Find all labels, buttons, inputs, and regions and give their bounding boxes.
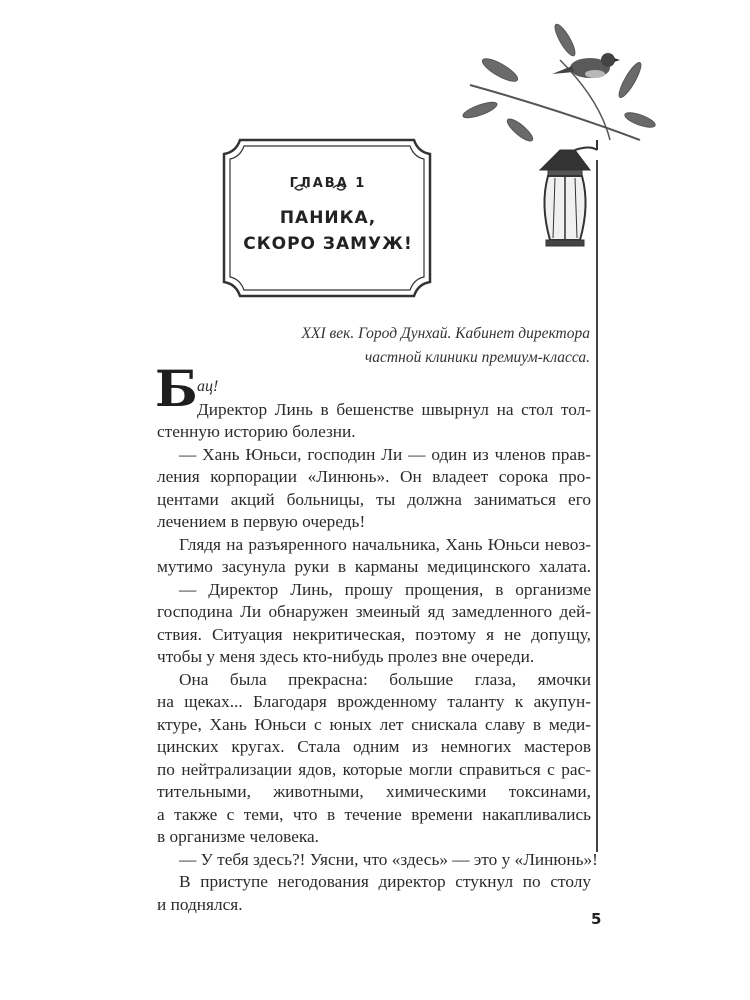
body-line: ктуре, Хань Юньси с юных лет снискала славу в меди- (157, 714, 591, 734)
body-line: — Директор Линь, прошу прощения, в организме (179, 579, 591, 599)
body-line: Она была прекрасна: большие глаза, ямочки (179, 669, 591, 689)
lantern-icon (540, 140, 597, 246)
page-number: 5 (591, 910, 602, 928)
body-line: Директор Линь в бешенстве швырнул на стол тол- (197, 399, 591, 419)
body-line: — У тебя здесь?! Уясни, что «здесь» — это у «Линюнь»! (179, 849, 598, 869)
body-line: стенную историю болезни. (157, 422, 356, 441)
body-line: ствия. Ситуация некритическая, поэтому я не допущу, (157, 624, 591, 644)
body-line: господина Ли обнаружен змеиный яд замедленного дей- (157, 602, 591, 621)
body-line: на щеках... Благодаря врожденному таланту к акупун- (157, 692, 591, 711)
body-line: ления корпорации «Линюнь». Он владеет сорока про- (157, 467, 591, 486)
body-line: мутимо засунула руки в карманы медицинского халата. (157, 557, 591, 576)
drop-cap: Б (155, 359, 198, 418)
body-line: — Хань Юньси, господин Ли — один из членов прав- (179, 444, 591, 464)
body-line: лечением в первую очередь! (157, 512, 366, 531)
body-text (157, 376, 598, 916)
body-line: а также с теми, что в течение времени накапливались (157, 804, 591, 824)
epigraph-line: XXI век. Город Дунхай. Кабинет директора (301, 325, 590, 342)
body-line: ац! (197, 378, 219, 395)
chapter-label: ГЛАВА 1 (289, 176, 367, 191)
body-line: и поднялся. (157, 894, 243, 914)
body-line: в организме человека. (157, 827, 320, 846)
branch-icon (461, 22, 656, 144)
body-line: центами акций больницы, ты должна заниматься его (157, 489, 591, 509)
body-line: чтобы у меня здесь кто-нибудь пролез вне очереди. (157, 647, 535, 666)
body-line: Глядя на разъяренного начальника, Хань Юньси невоз- (179, 534, 591, 554)
body-line: цинских кругах. Стала одним из немногих мастеров (157, 737, 591, 756)
epigraph-line: частной клиники премиум-класса. (364, 349, 590, 366)
body-line: В приступе негодования директор стукнул по столу (179, 872, 591, 891)
chapter-title-line1: ПАНИКА, (279, 208, 377, 228)
bird-icon (552, 53, 620, 78)
body-line: по нейтрализации ядов, которые могли справиться с рас- (157, 759, 591, 779)
chapter-title-line2: СКОРО ЗАМУЖ! (243, 234, 413, 254)
body-line: тительными, животными, химическими токсинами, (157, 782, 591, 801)
